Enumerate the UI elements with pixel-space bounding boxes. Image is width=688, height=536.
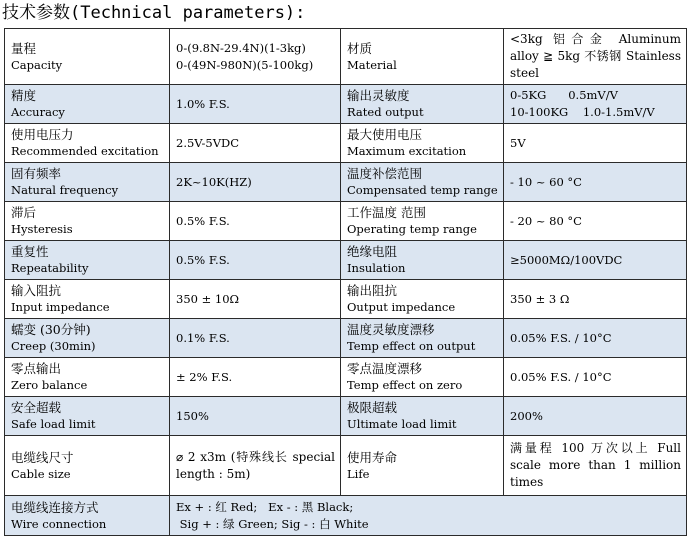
- param-label-en: Temp effect on zero: [347, 378, 463, 392]
- spec-row: [5, 358, 687, 397]
- param-value-line: 350 ± 10Ω: [176, 291, 240, 306]
- param-value: [504, 280, 687, 319]
- param-label: [341, 202, 504, 241]
- param-label: [341, 241, 504, 280]
- spec-row: [5, 124, 687, 163]
- param-value-line: 5V: [510, 135, 526, 150]
- param-value-line: 0-(49N-980N)(5-100kg): [176, 57, 314, 72]
- param-label: [5, 358, 170, 397]
- param-label: [341, 124, 504, 163]
- param-label-en: Hysteresis: [11, 222, 73, 236]
- wire-connection-value: [170, 496, 687, 536]
- spec-row: [5, 397, 687, 436]
- param-value-line: 10-100KG 1.0-1.5mV/V: [510, 105, 655, 119]
- param-label: [5, 397, 170, 436]
- spec-row: [5, 280, 687, 319]
- param-value-line: 0.1% F.S.: [176, 330, 230, 345]
- param-label-en: Natural frequency: [11, 183, 119, 197]
- param-label-en: Rated output: [347, 105, 424, 119]
- param-value-line: 150%: [176, 408, 209, 423]
- param-value: [504, 397, 687, 436]
- param-value: [504, 29, 687, 85]
- param-label-cn: 量程: [11, 40, 37, 56]
- param-value-text: ⌀ 2 x3m (特殊线长 special length : 5m): [176, 449, 335, 481]
- param-label: [341, 163, 504, 202]
- param-label-en: Cable size: [11, 466, 71, 481]
- param-label-en: Material: [347, 57, 397, 72]
- param-value: [504, 163, 687, 202]
- param-label-en: Accuracy: [11, 105, 65, 119]
- spec-row: [5, 85, 687, 124]
- param-label-cn: 重复性: [11, 244, 49, 259]
- param-value: [170, 202, 341, 241]
- param-label-cn: 输出灵敏度: [347, 88, 410, 103]
- spec-row: [5, 241, 687, 280]
- spec-row: [5, 202, 687, 241]
- param-value-text: <3kg 铝合金 Aluminum alloy ≧ 5kg 不锈钢 Stainless steel: [510, 32, 681, 80]
- wire-connection-line: Sig + : 绿 Green; Sig - : 白 White: [176, 516, 369, 531]
- param-label: [5, 85, 170, 124]
- param-label: [341, 319, 504, 358]
- param-label-cn: 材质: [347, 40, 373, 56]
- param-value-line: ≥5000MΩ/100VDC: [510, 252, 623, 267]
- param-label-cn: 使用电压力: [11, 127, 74, 142]
- spec-row: [5, 163, 687, 202]
- param-label: [341, 358, 504, 397]
- param-value-line: 1.0% F.S.: [176, 96, 230, 111]
- param-label-en: Safe load limit: [11, 417, 96, 431]
- param-value: [504, 358, 687, 397]
- spec-row: [5, 436, 687, 496]
- param-label: [5, 280, 170, 319]
- param-value: [170, 29, 341, 85]
- param-value-line: - 10 ~ 60 °C: [510, 174, 582, 189]
- param-label-en: Creep (30min): [11, 339, 96, 353]
- wire-connection-line: Ex + : 红 Red; Ex - : 黑 Black;: [176, 499, 354, 514]
- param-label-cn: 输入阻抗: [11, 283, 62, 298]
- param-label: [341, 280, 504, 319]
- param-value: [504, 85, 687, 124]
- param-value: [504, 319, 687, 358]
- param-value: [170, 241, 341, 280]
- param-value-line: 0.5% F.S.: [176, 252, 230, 267]
- param-label-en: Ultimate load limit: [347, 417, 457, 431]
- param-label-cn: 温度灵敏度漂移: [347, 322, 435, 337]
- param-label-cn: 绝缘电阻: [347, 244, 398, 259]
- param-label-cn: 工作温度 范围: [347, 205, 426, 220]
- param-label: [341, 436, 504, 496]
- param-label-cn: 安全超载: [11, 400, 62, 415]
- param-label-cn: 温度补偿范围: [347, 166, 423, 181]
- param-label: [341, 397, 504, 436]
- page-title: 技术参数(Technical parameters):: [2, 3, 306, 23]
- param-value-line: 0-(9.8N-29.4N)(1-3kg): [176, 40, 306, 55]
- param-label-cn: 输出阻抗: [347, 283, 398, 298]
- param-label-en: Operating temp range: [347, 222, 477, 236]
- param-label-en: Output impedance: [347, 300, 456, 314]
- param-label-cn: 精度: [11, 88, 37, 103]
- param-value-line: 0.5% F.S.: [176, 213, 230, 228]
- param-label-cn: 最大使用电压: [347, 127, 423, 142]
- param-label: [5, 163, 170, 202]
- param-value-line: 0.05% F.S. / 10°C: [510, 369, 612, 384]
- param-label-cn: 零点温度漂移: [347, 361, 423, 376]
- param-value: [504, 202, 687, 241]
- param-value: [170, 124, 341, 163]
- param-value-line: 350 ± 3 Ω: [510, 291, 570, 306]
- param-label-en: Zero balance: [11, 378, 88, 392]
- param-label: [5, 241, 170, 280]
- param-value: [170, 319, 341, 358]
- param-label: [341, 85, 504, 124]
- param-label-en: Insulation: [347, 261, 406, 275]
- param-label-cn: 使用寿命: [347, 449, 398, 465]
- spec-row: [5, 319, 687, 358]
- param-value: [504, 436, 687, 496]
- param-value-line: 0.05% F.S. / 10°C: [510, 330, 612, 345]
- param-label-cn: 极限超载: [347, 400, 398, 415]
- wire-connection-label-en: Wire connection: [11, 516, 107, 531]
- spec-row: [5, 29, 687, 85]
- param-label-en: Maximum excitation: [347, 144, 467, 158]
- param-label-cn: 蠕变 (30分钟): [11, 322, 91, 337]
- param-label-cn: 固有频率: [11, 166, 62, 181]
- param-label-en: Input impedance: [11, 300, 110, 314]
- param-label-en: Temp effect on output: [347, 339, 476, 353]
- param-label-en: Capacity: [11, 57, 63, 72]
- param-value-line: - 20 ~ 80 °C: [510, 213, 582, 228]
- param-label-cn: 零点输出: [11, 361, 62, 376]
- param-label: [5, 202, 170, 241]
- param-label-en: Compensated temp range: [347, 183, 498, 197]
- param-value: [170, 397, 341, 436]
- param-value-line: 200%: [510, 408, 543, 423]
- param-value: [170, 85, 341, 124]
- param-value: [504, 124, 687, 163]
- param-value-line: 0-5KG 0.5mV/V: [510, 88, 618, 102]
- param-label: [341, 29, 504, 85]
- param-label-cn: 电缆线尺寸: [11, 449, 74, 465]
- wire-connection-row: [5, 496, 687, 536]
- param-value: [170, 280, 341, 319]
- param-label-cn: 滞后: [11, 205, 37, 220]
- param-label: [5, 436, 170, 496]
- param-value: [170, 436, 341, 496]
- param-value-line: 2.5V-5VDC: [176, 135, 240, 150]
- param-label: [5, 124, 170, 163]
- param-label: [5, 319, 170, 358]
- param-value-text: 满量程 100 万次以上 Full scale more than 1 million times: [510, 441, 681, 489]
- param-value: [504, 241, 687, 280]
- param-value: [170, 358, 341, 397]
- param-label: [5, 29, 170, 85]
- param-value-line: ± 2% F.S.: [176, 369, 233, 384]
- wire-connection-label: [5, 496, 170, 536]
- param-value: [170, 163, 341, 202]
- wire-connection-label-cn: 电缆线连接方式: [11, 499, 99, 515]
- param-label-en: Repeatability: [11, 261, 89, 275]
- param-label-en: Recommended excitation: [11, 144, 159, 158]
- param-label-en: Life: [347, 466, 370, 481]
- param-value-line: 2K~10K(HZ): [176, 174, 252, 189]
- spec-table: [4, 28, 687, 536]
